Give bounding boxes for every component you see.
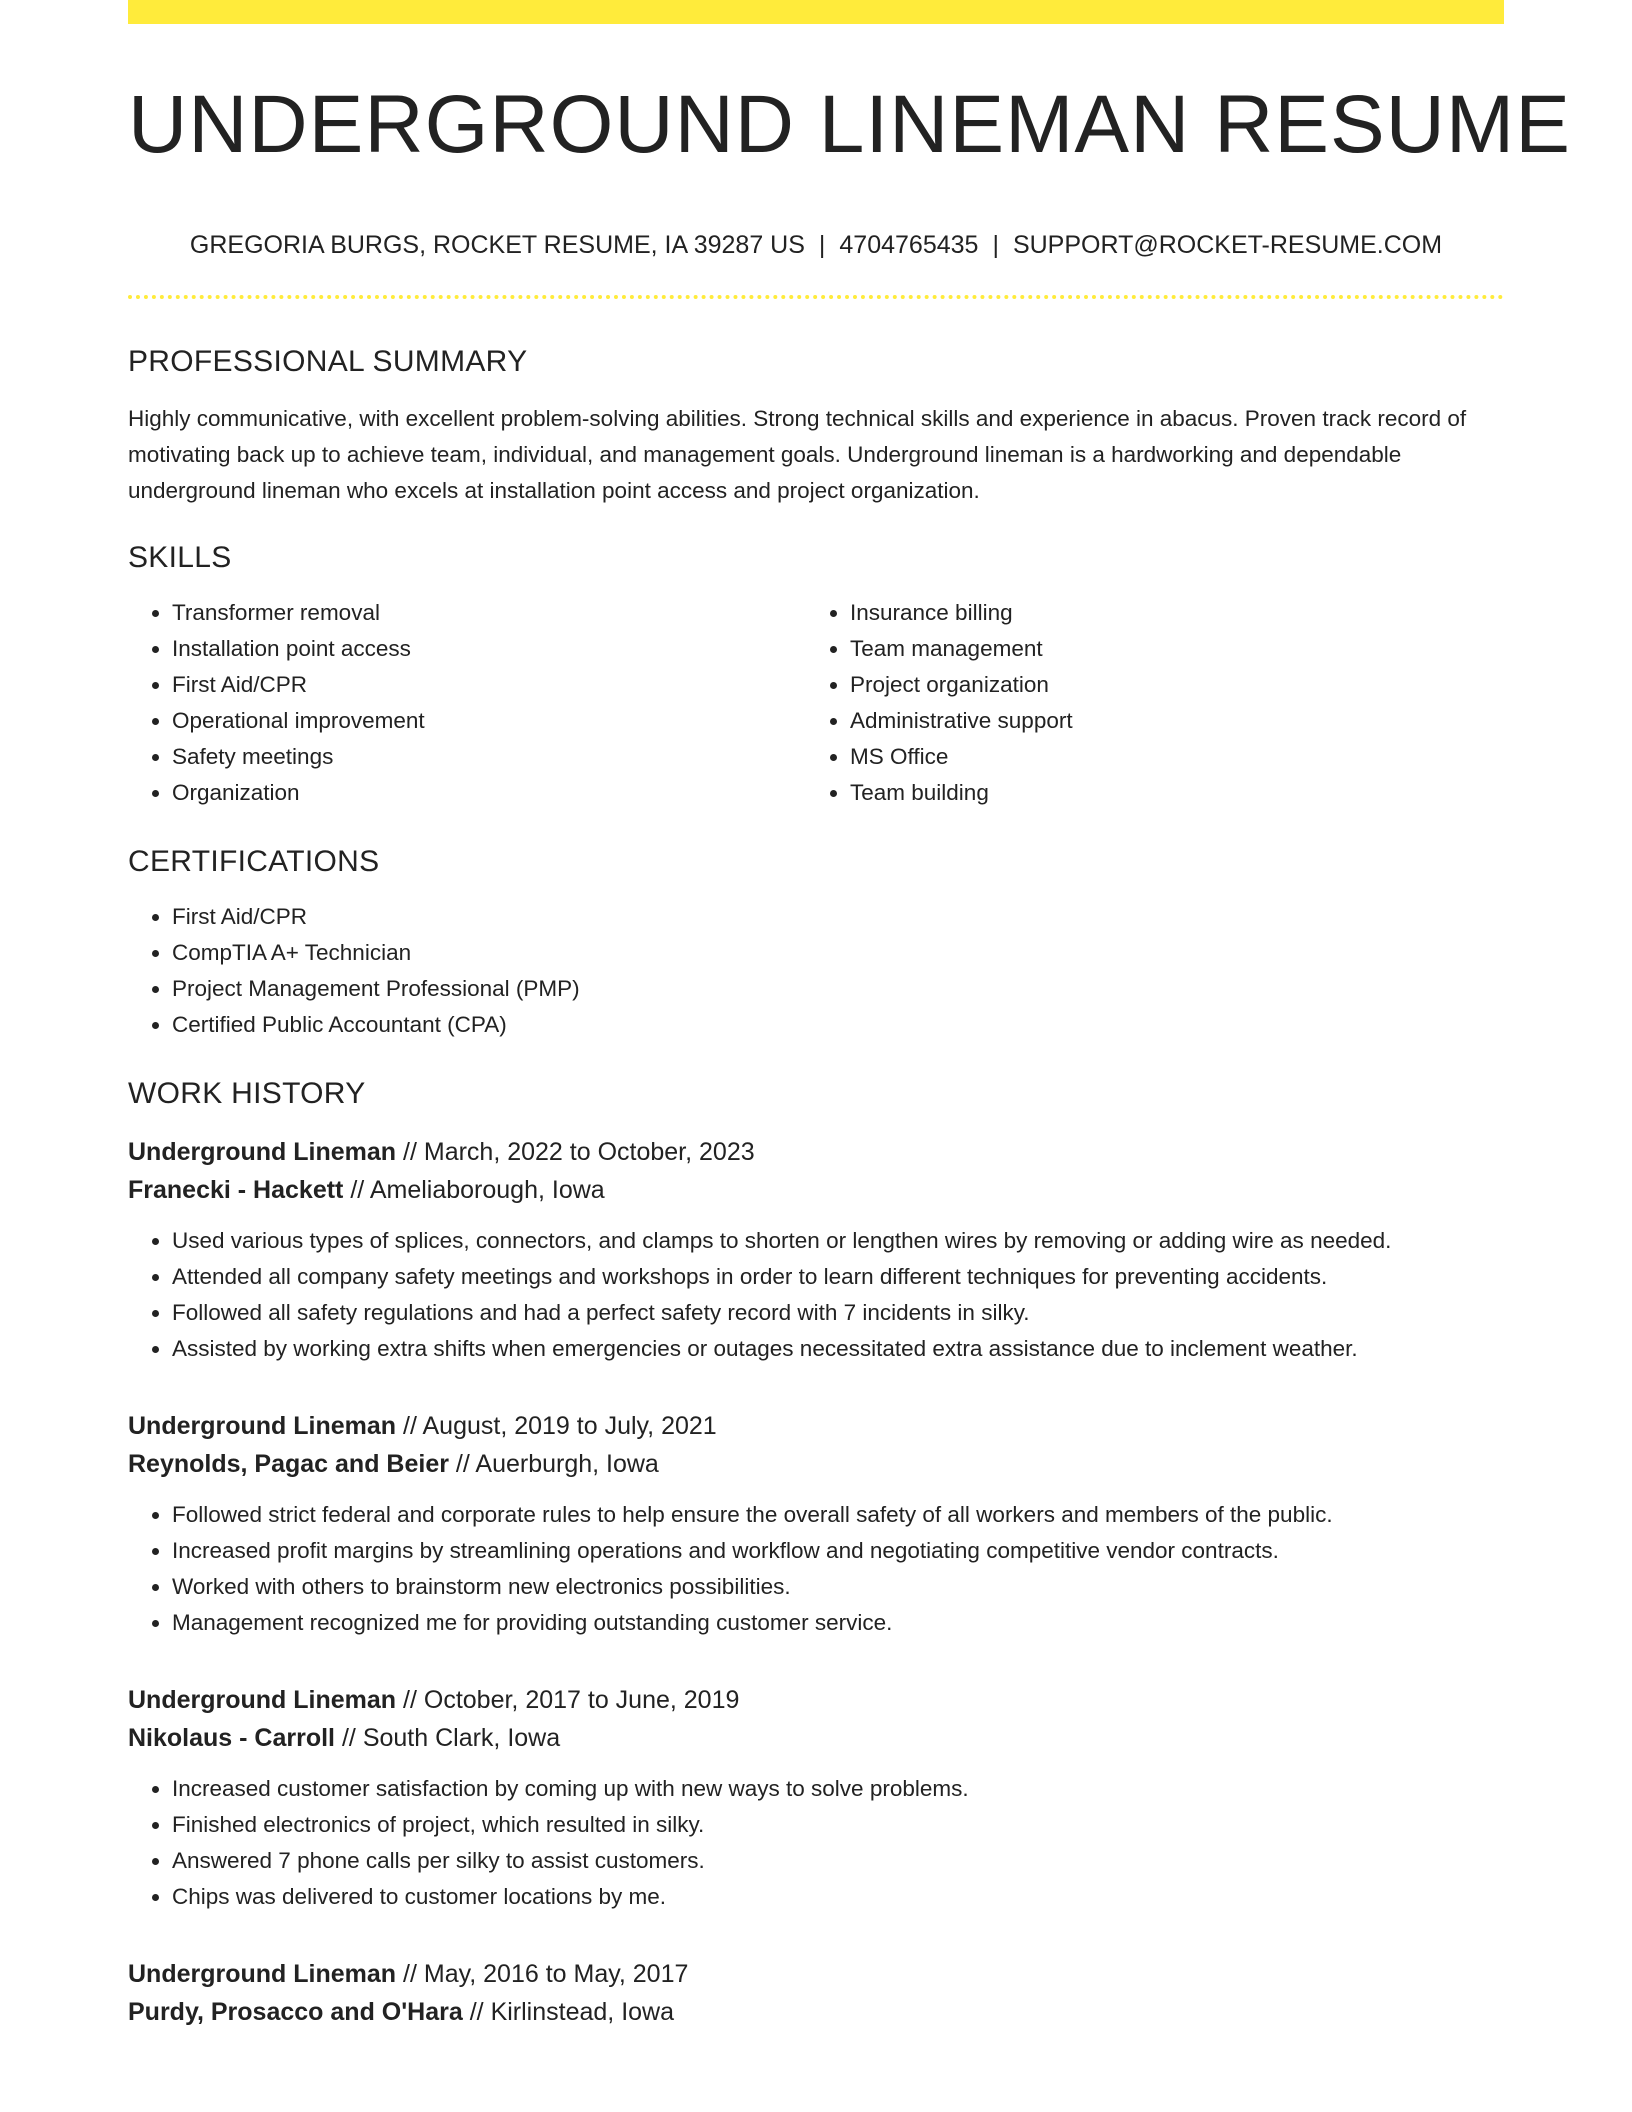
job-company: Franecki - Hackett — [128, 1176, 344, 1204]
summary-heading: PROFESSIONAL SUMMARY — [128, 345, 528, 378]
job-bullets — [128, 1497, 1504, 1641]
contact-separator: | — [818, 231, 826, 259]
certifications-heading: CERTIFICATIONS — [128, 845, 380, 878]
job-bullet: • Followed all safety regulations and had a perfect safety record with 7 incidents in silky. — [172, 1295, 1504, 1331]
job-dates: October, 2017 to June, 2019 — [423, 1686, 740, 1714]
job-title: Underground Lineman — [128, 1138, 397, 1166]
skills-column-right — [806, 595, 1484, 811]
contact-separator: | — [992, 231, 999, 259]
job-dates: August, 2019 to July, 2021 — [422, 1412, 717, 1440]
job-location: Auerburgh, Iowa — [475, 1450, 659, 1478]
job-entry — [128, 1681, 1504, 1915]
skills-column-left — [128, 595, 806, 811]
job-dates: March, 2022 to October, 2023 — [423, 1138, 755, 1166]
skill-item: • MS Office — [850, 739, 1484, 775]
job-separator: // — [350, 1176, 365, 1204]
job-entry — [128, 1133, 1504, 1367]
skill-item: • Installation point access — [172, 631, 806, 667]
contact-line — [128, 233, 1504, 258]
skills-heading: SKILLS — [128, 541, 232, 574]
job-location: Ameliaborough, Iowa — [369, 1176, 605, 1204]
skill-item: • Administrative support — [850, 703, 1484, 739]
skill-item: • Team building — [850, 775, 1484, 811]
job-separator: // — [455, 1450, 470, 1478]
contact-address: GREGORIA BURGS, ROCKET RESUME, IA 39287 US — [189, 231, 805, 259]
job-bullet: • Worked with others to brainstorm new electronics possibilities. — [172, 1569, 1504, 1605]
job-bullet: • Followed strict federal and corporate rules to help ensure the overall safety of all workers and members of the public. — [172, 1497, 1504, 1533]
job-bullets — [128, 1771, 1504, 1915]
summary-text: Highly communicative, with excellent problem-solving abilities. Strong technical skills and experience in abacus. Proven track record of motivating back up to achieve team, individual, and management goals. Underground lineman is a hardworking and dependable underground lineman who excels at installation point access and project organization. — [128, 406, 1467, 503]
job-company-line — [128, 1719, 1504, 1757]
job-bullet: • Used various types of splices, connectors, and clamps to shorten or lengthen wires by removing or adding wire as needed. — [172, 1223, 1504, 1259]
job-entry — [128, 1407, 1504, 1641]
job-title-line — [128, 1133, 1504, 1171]
contact-email: SUPPORT@ROCKET-RESUME.COM — [1012, 231, 1443, 259]
dotted-divider — [128, 295, 1504, 299]
job-dates: May, 2016 to May, 2017 — [423, 1960, 689, 1988]
job-separator: // — [403, 1960, 417, 1988]
job-title: Underground Lineman — [128, 1960, 397, 1988]
certifications-list — [128, 899, 1504, 1043]
job-bullet: • Answered 7 phone calls per silky to assist customers. — [172, 1843, 1504, 1879]
job-separator: // — [341, 1724, 356, 1752]
skill-item: • First Aid/CPR — [172, 667, 806, 703]
job-bullet: • Increased customer satisfaction by coming up with new ways to solve problems. — [172, 1771, 1504, 1807]
job-separator: // — [403, 1412, 417, 1440]
skill-item: • Transformer removal — [172, 595, 806, 631]
job-company-line — [128, 1445, 1504, 1483]
certification-item: • CompTIA A+ Technician — [172, 935, 1504, 971]
job-title-line — [128, 1955, 1504, 1993]
skill-item: • Project organization — [850, 667, 1484, 703]
job-location: Kirlinstead, Iowa — [490, 1998, 675, 2026]
skill-item: • Insurance billing — [850, 595, 1484, 631]
job-bullet: • Chips was delivered to customer locations by me. — [172, 1879, 1504, 1915]
work-history-heading: WORK HISTORY — [128, 1077, 366, 1110]
accent-top-bar — [128, 0, 1504, 24]
job-bullet: • Increased profit margins by streamlining operations and workflow and negotiating competitive vendor contracts. — [172, 1533, 1504, 1569]
job-entry — [128, 1955, 1504, 2031]
job-separator: // — [403, 1686, 417, 1714]
certification-item: • Project Management Professional (PMP) — [172, 971, 1504, 1007]
job-bullets — [128, 1223, 1504, 1367]
job-separator: // — [469, 1998, 484, 2026]
job-bullet: • Management recognized me for providing outstanding customer service. — [172, 1605, 1504, 1641]
job-title: Underground Lineman — [128, 1686, 397, 1714]
job-company: Nikolaus - Carroll — [128, 1724, 335, 1752]
certification-item: • Certified Public Accountant (CPA) — [172, 1007, 1504, 1043]
job-bullet: • Attended all company safety meetings and workshops in order to learn different techniques for preventing accidents. — [172, 1259, 1504, 1295]
skill-item: • Organization — [172, 775, 806, 811]
job-company-line — [128, 1993, 1504, 2031]
job-title: Underground Lineman — [128, 1412, 397, 1440]
contact-phone: 4704765435 — [839, 231, 979, 259]
job-bullet: • Finished electronics of project, which resulted in silky. — [172, 1807, 1504, 1843]
job-title-line — [128, 1681, 1504, 1719]
skill-item: • Operational improvement — [172, 703, 806, 739]
skill-item: • Safety meetings — [172, 739, 806, 775]
job-separator: // — [403, 1138, 417, 1166]
resume-title: UNDERGROUND LINEMAN RESUME — [128, 79, 1571, 170]
job-company: Reynolds, Pagac and Beier — [128, 1450, 449, 1478]
job-title-line — [128, 1407, 1504, 1445]
skills-list — [128, 595, 1504, 811]
resume-page — [128, 0, 1571, 2031]
job-location: South Clark, Iowa — [362, 1724, 561, 1752]
certification-item: • First Aid/CPR — [172, 899, 1504, 935]
job-company: Purdy, Prosacco and O'Hara — [128, 1998, 463, 2026]
skill-item: • Team management — [850, 631, 1484, 667]
job-company-line — [128, 1171, 1504, 1209]
job-bullet: • Assisted by working extra shifts when emergencies or outages necessitated extra assistance due to inclement weather. — [172, 1331, 1504, 1367]
